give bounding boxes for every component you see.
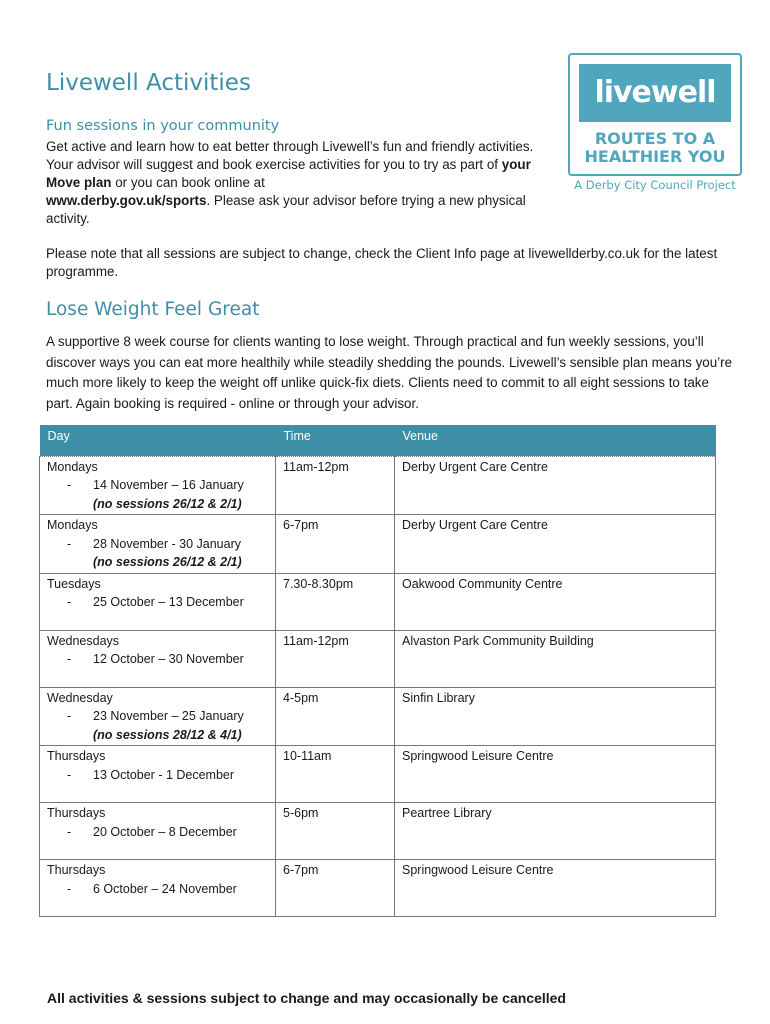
section-paragraph: A supportive 8 week course for clients wanting to lose weight. Through practical and fun weekly sessions, you’ll discover ways you can eat more healthily while steadily shedding the pounds. Livewell’s sensible plan means you’re much more likely to keep the weight off unlike quick-fix diets. Clients need to commit to all eight sessions to take part. Again booking is required - online or through your advisor. [46, 334, 733, 411]
intro-text-2: or you can book online at [111, 175, 265, 190]
date-range-text: 12 October – 30 November [93, 652, 244, 666]
livewell-logo [568, 53, 742, 176]
date-range [47, 593, 268, 612]
venue-cell: Derby Urgent Care Centre [395, 515, 716, 574]
venue-cell: Springwood Leisure Centre [395, 746, 716, 803]
date-range-text: 23 November – 25 January [93, 709, 244, 723]
day-name: Mondays [47, 518, 98, 532]
date-range [47, 476, 268, 495]
table-row [40, 515, 716, 574]
time-cell: 11am-12pm [276, 456, 395, 515]
exclusion-note: (no sessions 28/12 & 4/1) [93, 727, 242, 742]
table-row [40, 573, 716, 630]
day-cell [40, 630, 276, 687]
time-cell: 4-5pm [276, 687, 395, 746]
date-range [47, 823, 268, 842]
date-range-text: 13 October - 1 December [93, 767, 235, 782]
schedule-table [39, 425, 716, 917]
dash: - [67, 824, 72, 839]
table-row [40, 860, 716, 917]
day-name: Thursdays [47, 749, 106, 763]
header-venue: Venue [395, 425, 716, 456]
time-cell: 6-7pm [276, 515, 395, 574]
date-range-text: 20 October – 8 December [93, 824, 237, 839]
day-name: Wednesday [47, 690, 113, 705]
dash: - [67, 652, 72, 666]
venue-cell: Sinfin Library [395, 687, 716, 746]
subtitle: Fun sessions in your community [46, 118, 280, 134]
time-cell: 5-6pm [276, 803, 395, 860]
day-name: Mondays [47, 459, 98, 474]
table-row [40, 746, 716, 803]
move-plan-text: your Move plan [46, 157, 531, 190]
dash: - [67, 536, 72, 551]
day-name: Thursdays [47, 806, 106, 820]
footer-disclaimer: All activities & sessions subject to change and may occasionally be cancelled [47, 990, 566, 1006]
dash: - [67, 478, 72, 492]
intro-paragraph [46, 138, 551, 228]
table-row [40, 803, 716, 860]
dash: - [67, 709, 72, 723]
day-name: Wednesdays [47, 633, 120, 648]
table-row [40, 456, 716, 515]
date-range-text: 14 November – 16 January [93, 478, 244, 492]
sports-link[interactable]: www.derby.gov.uk/sports [46, 193, 207, 208]
dash: - [67, 595, 72, 609]
venue-cell: Derby Urgent Care Centre [395, 456, 716, 515]
page-title: Livewell Activities [46, 70, 251, 96]
day-cell [40, 803, 276, 860]
logo-brand: livewell [579, 64, 731, 122]
date-range [47, 766, 268, 785]
venue-cell: Springwood Leisure Centre [395, 860, 716, 917]
dash: - [67, 767, 72, 782]
date-range [47, 535, 268, 554]
time-cell: 7.30-8.30pm [276, 573, 395, 630]
venue-cell: Peartree Library [395, 803, 716, 860]
logo-tagline: A Derby City Council Project [574, 178, 736, 192]
section-heading: Lose Weight Feel Great [46, 299, 260, 320]
table-row [40, 687, 716, 746]
venue-cell: Oakwood Community Centre [395, 573, 716, 630]
day-name: Thursdays [47, 863, 106, 877]
day-cell [40, 860, 276, 917]
table-row [40, 630, 716, 687]
time-cell: 6-7pm [276, 860, 395, 917]
date-range [47, 880, 268, 899]
logo-line-1: ROUTES TO A [594, 129, 716, 148]
day-cell [40, 746, 276, 803]
date-range [47, 707, 268, 726]
date-range-text: 28 November - 30 January [93, 536, 241, 551]
date-range-text: 25 October – 13 December [93, 595, 244, 609]
logo-routes [570, 130, 740, 166]
intro-text-3: . Please ask your advisor before trying a new physical activity. [46, 193, 526, 226]
intro-text-1: Get active and learn how to eat better through Livewell’s fun and friendly activities. Your advisor will suggest and book exercise activities for you to try as part of [46, 139, 534, 172]
table-header-row [40, 425, 716, 456]
venue-cell: Alvaston Park Community Building [395, 630, 716, 687]
day-name: Tuesdays [47, 576, 101, 591]
logo-line-2: HEALTHIER YOU [584, 147, 726, 166]
exclusion-note: (no sessions 26/12 & 2/1) [93, 496, 242, 511]
header-day: Day [40, 425, 276, 456]
note-paragraph: Please note that all sessions are subject to change, check the Client Info page at livewellderby.co.uk for the latest programme. [46, 246, 718, 279]
day-cell [40, 515, 276, 574]
day-cell [40, 687, 276, 746]
date-range-text: 6 October – 24 November [93, 881, 237, 896]
day-cell [40, 456, 276, 515]
header-time: Time [276, 425, 395, 456]
exclusion-note: (no sessions 26/12 & 2/1) [93, 555, 242, 569]
dash: - [67, 881, 72, 896]
time-cell: 10-11am [276, 746, 395, 803]
day-cell [40, 573, 276, 630]
date-range [47, 650, 268, 669]
time-cell: 11am-12pm [276, 630, 395, 687]
